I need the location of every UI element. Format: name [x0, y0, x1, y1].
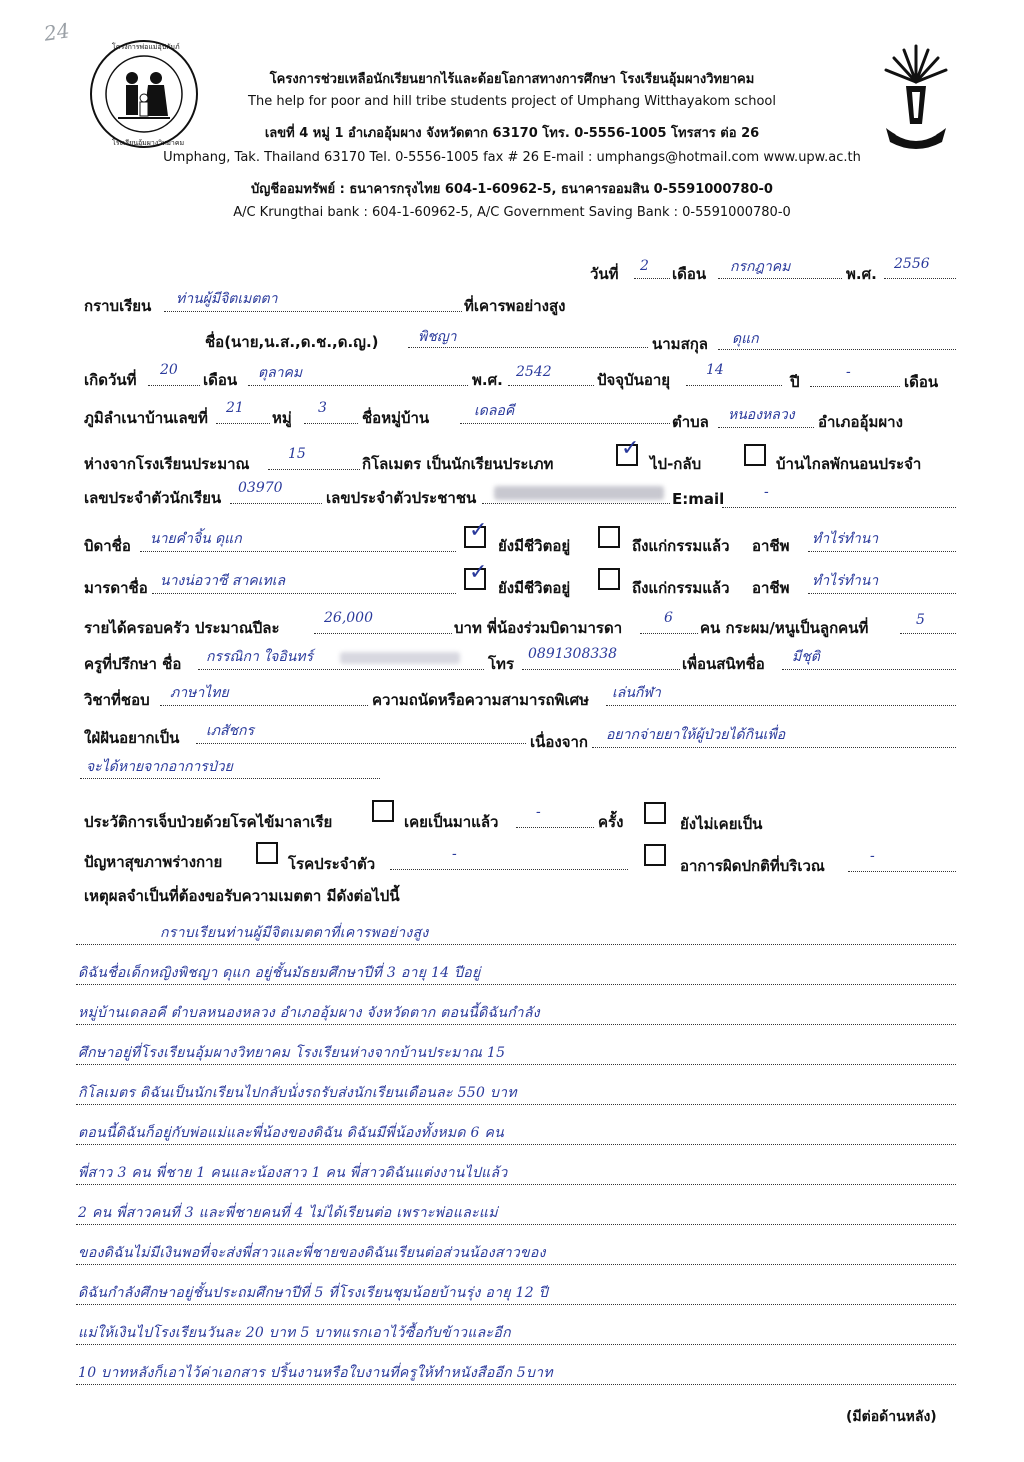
tambon-label: ตำบล — [672, 413, 709, 431]
income-dots — [314, 633, 452, 634]
father-alive-label: ยังมีชีวิตอยู่ — [498, 537, 571, 555]
malaria-had-checkbox[interactable] — [372, 800, 394, 822]
header-address-thai: เลขที่ 4 หมู่ 1 อำเภออุ้มผาง จังหวัดตาก 63170 โทร. 0-5556-1005 โทรสาร ต่อ 26 — [264, 126, 760, 141]
village-dots — [460, 423, 670, 424]
birth-year-dots — [508, 385, 594, 386]
phone-dots — [522, 669, 680, 670]
date-dots — [634, 278, 670, 279]
continued-on-back-note: (มีต่อด้านหลัง) — [846, 1409, 937, 1425]
health-label: ปัญหาสุขภาพร่างกาย — [84, 853, 223, 871]
father-deceased-checkbox[interactable] — [598, 526, 620, 548]
malaria-times-value: - — [536, 804, 541, 820]
ruled-line — [76, 1144, 956, 1145]
mother-occupation-value: ทำไร่ทำนา — [812, 573, 879, 589]
mother-occupation-label: อาชีพ — [752, 579, 790, 597]
citizen-id-redacted — [494, 486, 664, 500]
student-id-label: เลขประจำตัวนักเรียน — [84, 489, 222, 507]
ruled-line — [76, 1384, 956, 1385]
mother-alive-checkbox[interactable] — [464, 560, 488, 590]
father-occupation-value: ทำไร่ทำนา — [812, 531, 879, 547]
ruled-line — [76, 984, 956, 985]
talent-dots — [606, 705, 956, 706]
siblings-value: 6 — [664, 610, 673, 626]
check-mark-icon: ✓ — [469, 560, 488, 585]
corner-page-number: 24 — [42, 18, 71, 46]
month-label: เดือน — [672, 265, 707, 283]
header-project-english: The help for poor and hill tribe students project of Umphang Witthayakom school — [248, 94, 776, 109]
abnormal-label: อาการผิดปกติที่บริเวณ — [680, 857, 825, 875]
mother-occupation-dots — [808, 593, 956, 594]
greeting-value: ท่านผู้มีจิตเมตตา — [176, 291, 278, 307]
ruled-line — [76, 1224, 956, 1225]
citizen-id-label: เลขประจำตัวประชาชน — [326, 489, 477, 507]
because-value: อยากจ่ายยาให้ผู้ป่วยได้กินเพื่อ — [606, 727, 786, 743]
narrative-line: ของดิฉันไม่มีเงินพอที่จะส่งพี่สาวและพี่ชายของดิฉันเรียนต่อส่วนน้องสาวของ — [78, 1245, 546, 1261]
header-project-thai: โครงการช่วยเหลือนักเรียนยากไร้และด้อยโอกาสทางการศึกษา โรงเรียนอุ้มผางวิทยาคม — [269, 72, 755, 87]
subject-dots — [160, 705, 368, 706]
abnormal-dots — [848, 871, 956, 872]
date-value: 2 — [640, 258, 649, 274]
subject-value: ภาษาไทย — [170, 685, 229, 701]
name-value: พิชญา — [418, 329, 457, 345]
age-month-dots — [810, 386, 900, 387]
citizen-id-dots — [482, 503, 670, 504]
reason-label: เหตุผลจำเป็นที่ต้องขอรับความเมตตา มีดังต่อไปนี้ — [84, 887, 400, 905]
ruled-line — [76, 1264, 956, 1265]
father-occupation-dots — [808, 551, 956, 552]
year-value: 2556 — [894, 256, 930, 272]
year-dots — [884, 278, 956, 279]
surname-label: นามสกุล — [652, 335, 708, 353]
ruled-line — [76, 1064, 956, 1065]
village-value: เดลอคี — [474, 403, 515, 419]
because-dots-2 — [80, 778, 380, 779]
student-id-dots — [230, 503, 322, 504]
boarding-checkbox[interactable] — [744, 444, 766, 466]
distance-dots — [268, 469, 360, 470]
village-label: ชื่อหมู่บ้าน — [362, 409, 430, 427]
ruled-line — [76, 1184, 956, 1185]
malaria-times-label: ครั้ง — [598, 813, 624, 831]
malaria-never-checkbox[interactable] — [644, 802, 666, 824]
date-label: วันที่ — [590, 265, 619, 283]
header-bank-english: A/C Krungthai bank : 604-1-60962-5, A/C Government Saving Bank : 0-5591000780-0 — [233, 205, 791, 220]
boarding-label: บ้านไกลพักนอนประจำ — [776, 455, 922, 473]
chronic-value: - — [452, 846, 457, 862]
birth-day-dots — [148, 385, 200, 386]
distance-unit: กิโลเมตร เป็นนักเรียนประเภท — [362, 455, 554, 473]
narrative-line: ดิฉันกำลังศึกษาอยู่ชั้นประถมศึกษาปีที่ 5 ที่โรงเรียนชุมน้อยบ้านรุ่ง อายุ 12 ปี — [78, 1285, 548, 1301]
email-value: - — [764, 484, 769, 500]
narrative-line: ศึกษาอยู่ที่โรงเรียนอุ้มผางวิทยาคม โรงเรียนห่างจากบ้านประมาณ 15 — [78, 1045, 506, 1061]
narrative-line: 10 บาทหลังก็เอาไว้ค่าเอกสาร ปริ้นงานหรือใบงานที่ครูให้ทำหนังสืออีก 5บาท — [78, 1365, 553, 1381]
moo-label: หมู่ — [272, 409, 292, 427]
father-dots — [140, 551, 456, 552]
malaria-never-label: ยังไม่เคยเป็น — [680, 815, 763, 833]
birth-year-label: พ.ศ. — [472, 371, 503, 389]
greeting-suffix: ที่เคารพอย่างสูง — [464, 297, 566, 315]
commute-checkbox[interactable] — [616, 436, 640, 466]
siblings-dots — [640, 633, 698, 634]
subject-label: วิชาที่ชอบ — [84, 691, 150, 709]
narrative-line: พี่สาว 3 คน พี่ชาย 1 คนและน้องสาว 1 คน พี่สาวดิฉันแต่งงานไปแล้ว — [78, 1165, 508, 1181]
birth-day-value: 20 — [160, 362, 178, 378]
advisor-value: กรรณิกา ใจอินทร์ — [206, 649, 314, 665]
friend-dots — [782, 669, 956, 670]
because-label: เนื่องจาก — [530, 733, 589, 751]
chronic-checkbox[interactable] — [256, 842, 278, 864]
chronic-label: โรคประจำตัว — [288, 855, 376, 873]
moo-dots — [304, 423, 358, 424]
narrative-line: 2 คน พี่สาวคนที่ 3 และพี่ชายคนที่ 4 ไม่ได้เรียนต่อ เพราะพ่อและแม่ — [78, 1205, 498, 1221]
mother-deceased-label: ถึงแก่กรรมแล้ว — [632, 579, 730, 597]
phone-value: 0891308338 — [528, 646, 618, 662]
malaria-had-label: เคยเป็นมาแล้ว — [404, 813, 499, 831]
header-bank-thai: บัญชีออมทรัพย์ : ธนาคารกรุงไทย 604-1-60962-5, ธนาคารออมสิน 0-5591000780-0 — [251, 182, 773, 197]
dream-dots — [196, 743, 526, 744]
age-month-value: - — [846, 364, 851, 380]
abnormal-value: - — [870, 848, 875, 864]
order-dots — [900, 633, 956, 634]
order-value: 5 — [916, 612, 925, 628]
phone-label: โทร — [488, 655, 515, 673]
income-unit: บาท พี่น้องร่วมบิดามารดา — [454, 619, 623, 637]
narrative-line: หมู่บ้านเดลอคี ตำบลหนองหลวง อำเภออุ้มผาง จังหวัดตาก ตอนนี้ดิฉันกำลัง — [78, 1005, 540, 1021]
birth-day-label: เกิดวันที่ — [84, 371, 137, 389]
mother-value: นางน่อวาซี สาคเทเล — [160, 573, 286, 589]
income-value: 26,000 — [324, 610, 373, 626]
ruled-line — [76, 1304, 956, 1305]
month-value: กรกฎาคม — [730, 259, 791, 275]
advisor-redacted — [340, 652, 460, 664]
birth-year-value: 2542 — [516, 364, 552, 380]
age-year-label: ปี — [790, 373, 800, 391]
distance-label: ห่างจากโรงเรียนประมาณ — [84, 455, 250, 473]
moo-value: 3 — [318, 400, 327, 416]
ruled-line — [76, 1344, 956, 1345]
father-value: นายคำจิ้น ดุแก — [150, 531, 242, 547]
because-value-2: จะได้หายจากอาการป่วย — [86, 759, 233, 775]
talent-label: ความถนัดหรือความสามารถพิเศษ — [372, 691, 590, 709]
month-dots — [718, 278, 842, 279]
narrative-line: ดิฉันชื่อเด็กหญิงพิชญา ดุแก อยู่ชั้นมัธยมศึกษาปีที่ 3 อายุ 14 ปีอยู่ — [78, 965, 481, 981]
malaria-label: ประวัติการเจ็บป่วยด้วยโรคไข้มาลาเรีย — [84, 813, 333, 831]
advisor-label: ครูที่ปรึกษา ชื่อ — [84, 655, 182, 673]
chronic-dots — [390, 869, 628, 870]
income-label: รายได้ครอบครัว ประมาณปีละ — [84, 619, 280, 637]
siblings-unit: คน กระผม/หนูเป็นลูกคนที่ — [700, 619, 869, 637]
dream-value: เภสัชกร — [206, 723, 255, 739]
age-label: ปัจจุบันอายุ — [597, 371, 671, 389]
distance-value: 15 — [288, 446, 306, 462]
father-alive-checkbox[interactable] — [464, 518, 488, 548]
mother-dots — [152, 593, 456, 594]
greeting-dots — [164, 311, 462, 312]
mother-label: มารดาชื่อ — [84, 579, 148, 597]
birth-month-dots — [248, 385, 468, 386]
ruled-line — [76, 1104, 956, 1105]
greeting-label: กราบเรียน — [84, 297, 152, 315]
age-dots — [686, 385, 782, 386]
father-occupation-label: อาชีพ — [752, 537, 790, 555]
year-label: พ.ศ. — [846, 265, 877, 283]
malaria-times-dots — [516, 827, 594, 828]
because-dots — [592, 747, 956, 748]
narrative-line: กราบเรียนท่านผู้มีจิตเมตตาที่เคารพอย่างสูง — [160, 925, 429, 941]
tambon-value: หนองหลวง — [728, 407, 795, 423]
narrative-line: กิโลเมตร ดิฉันเป็นนักเรียนไปกลับนั่งรถรับส่งนักเรียนเดือนละ 550 บาท — [78, 1085, 517, 1101]
seal-ring-subtext: โรงเรียนอุ้มผางวิทยาคม — [112, 139, 185, 147]
mother-alive-label: ยังมีชีวิตอยู่ — [498, 579, 571, 597]
narrative-line: แม่ให้เงินไปโรงเรียนวันละ 20 บาท 5 บาทแรกเอาไว้ซื้อกับข้าวและอีก — [78, 1325, 511, 1341]
check-mark-icon: ✓ — [621, 436, 640, 461]
dream-label: ใฝ่ฝันอยากเป็น — [84, 729, 180, 747]
commute-label: ไป-กลับ — [650, 455, 702, 473]
advisor-dots — [198, 669, 484, 670]
header-address-english: Umphang, Tak. Thailand 63170 Tel. 0-5556-1005 fax # 26 E-mail : umphangs@hotmail.com www.upw.ac.th — [163, 150, 861, 165]
seal-ring-text: โครงการพ่อแม่อุปถัมภ์ — [112, 43, 180, 51]
father-deceased-label: ถึงแก่กรรมแล้ว — [632, 537, 730, 555]
friend-value: มีชุติ — [792, 649, 820, 665]
narrative-line: ตอนนี้ดิฉันก็อยู่กับพ่อแม่และพี่น้องของดิฉัน ดิฉันมีพี่น้องทั้งหมด 6 คน — [78, 1125, 505, 1141]
birth-month-label: เดือน — [203, 371, 238, 389]
ruled-line — [76, 944, 956, 945]
home-no-dots — [216, 423, 270, 424]
ruled-line — [76, 1024, 956, 1025]
age-month-label: เดือน — [904, 373, 939, 391]
father-label: บิดาชื่อ — [84, 537, 131, 555]
age-value: 14 — [706, 362, 724, 378]
birth-month-value: ตุลาคม — [258, 365, 303, 381]
abnormal-checkbox[interactable] — [644, 844, 666, 866]
check-mark-icon: ✓ — [469, 518, 488, 543]
student-id-value: 03970 — [238, 480, 283, 496]
email-dots — [722, 507, 956, 508]
email-label: E:mail — [672, 490, 725, 508]
name-label: ชื่อ(นาย,น.ส.,ด.ช.,ด.ญ.) — [205, 333, 379, 351]
surname-value: ดุแก — [732, 331, 759, 347]
home-no-label: ภูมิลำเนาบ้านเลขที่ — [84, 409, 208, 427]
friend-label: เพื่อนสนิทชื่อ — [682, 655, 765, 673]
mother-deceased-checkbox[interactable] — [598, 568, 620, 590]
amphoe-label: อำเภออุ้มผาง — [818, 413, 903, 431]
home-no-value: 21 — [226, 400, 244, 416]
talent-value: เล่นกีฬา — [612, 685, 661, 701]
tambon-dots — [718, 427, 814, 428]
